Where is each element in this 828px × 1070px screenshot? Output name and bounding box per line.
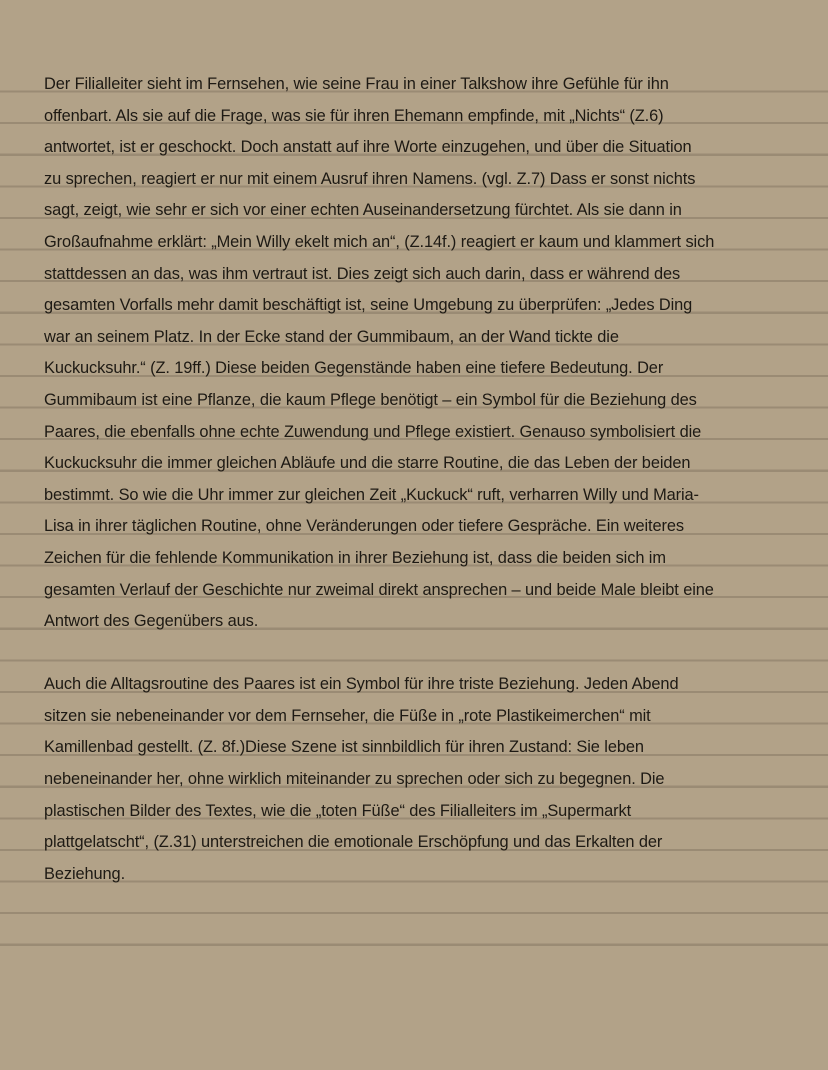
text-line: war an seinem Platz. In der Ecke stand der Gummibaum, an der Wand tickte die	[44, 327, 619, 346]
text-line: Kuckucksuhr.“ (Z. 19ff.) Diese beiden Gegenstände haben eine tiefere Bedeutung. Der	[44, 359, 664, 378]
text-line: Beziehung.	[44, 864, 126, 883]
text-line: Gummibaum ist eine Pflanze, die kaum Pflege benötigt – ein Symbol für die Beziehung des	[44, 390, 697, 409]
text-line: antwortet, ist er geschockt. Doch anstatt auf ihre Worte einzugehen, und über die Situation	[44, 138, 692, 157]
text-line: Antwort des Gegenübers aus.	[44, 612, 259, 631]
paragraph-2	[44, 671, 804, 892]
text-line: bestimmt. So wie die Uhr immer zur gleichen Zeit „Kuckuck“ ruft, verharren Willy und Maria-	[44, 485, 699, 504]
text-line: Paares, die ebenfalls ohne echte Zuwendung und Pflege existiert. Genauso symbolisiert die	[44, 422, 702, 441]
text-line: gesamten Vorfalls mehr damit beschäftigt ist, seine Umgebung zu überprüfen: „Jedes Ding	[44, 296, 693, 315]
text-line: Kamillenbad gestellt. (Z. 8f.)Diese Szene ist sinnbildlich für ihren Zustand: Sie leben	[44, 738, 644, 757]
text-line: Großaufnahme erklärt: „Mein Willy ekelt mich an“, (Z.14f.) reagiert er kaum und klammert sich	[44, 232, 715, 251]
text-line: sagt, zeigt, wie sehr er sich vor einer echten Auseinandersetzung fürchtet. Als sie dann in	[44, 201, 682, 220]
text-line: offenbart. Als sie auf die Frage, was sie für ihren Ehemann empfinde, mit „Nichts“ (Z.6)	[44, 106, 664, 125]
text-line: nebeneinander her, ohne wirklich miteinander zu sprechen oder sich zu begegnen. Die	[44, 770, 665, 789]
text-line: Lisa in ihrer täglichen Routine, ohne Veränderungen oder tiefere Gespräche. Ein weiteres	[44, 517, 684, 536]
text-line: plastischen Bilder des Textes, wie die „toten Füße“ des Filialleiters im „Supermarkt	[44, 801, 632, 820]
text-line: stattdessen an das, was ihm vertraut ist. Dies zeigt sich auch darin, dass er während des	[44, 264, 681, 283]
text-line: zu sprechen, reagiert er nur mit einem Ausruf ihren Namens. (vgl. Z.7) Dass er sonst nichts	[44, 169, 696, 188]
text-line: Auch die Alltagsroutine des Paares ist ein Symbol für ihre triste Beziehung. Jeden Abend	[44, 675, 679, 694]
text-line: sitzen sie nebeneinander vor dem Fernseher, die Füße in „rote Plastikeimerchen“ mit	[44, 706, 651, 725]
text-line: Zeichen für die fehlende Kommunikation in ihrer Beziehung ist, dass die beiden sich im	[44, 548, 666, 567]
text-line: plattgelatscht“, (Z.31) unterstreichen die emotionale Erschöpfung und das Erkalten der	[44, 833, 663, 852]
essay-text	[44, 71, 804, 892]
paragraph-1	[44, 71, 804, 640]
text-line: Kuckucksuhr die immer gleichen Abläufe und die starre Routine, die das Leben der beiden	[44, 454, 691, 473]
text-line: gesamten Verlauf der Geschichte nur zweimal direkt ansprechen – und beide Male bleibt eine	[44, 580, 714, 599]
paragraph-gap	[44, 640, 804, 672]
text-line: Der Filialleiter sieht im Fernsehen, wie seine Frau in einer Talkshow ihre Gefühle für ihn	[44, 75, 669, 93]
